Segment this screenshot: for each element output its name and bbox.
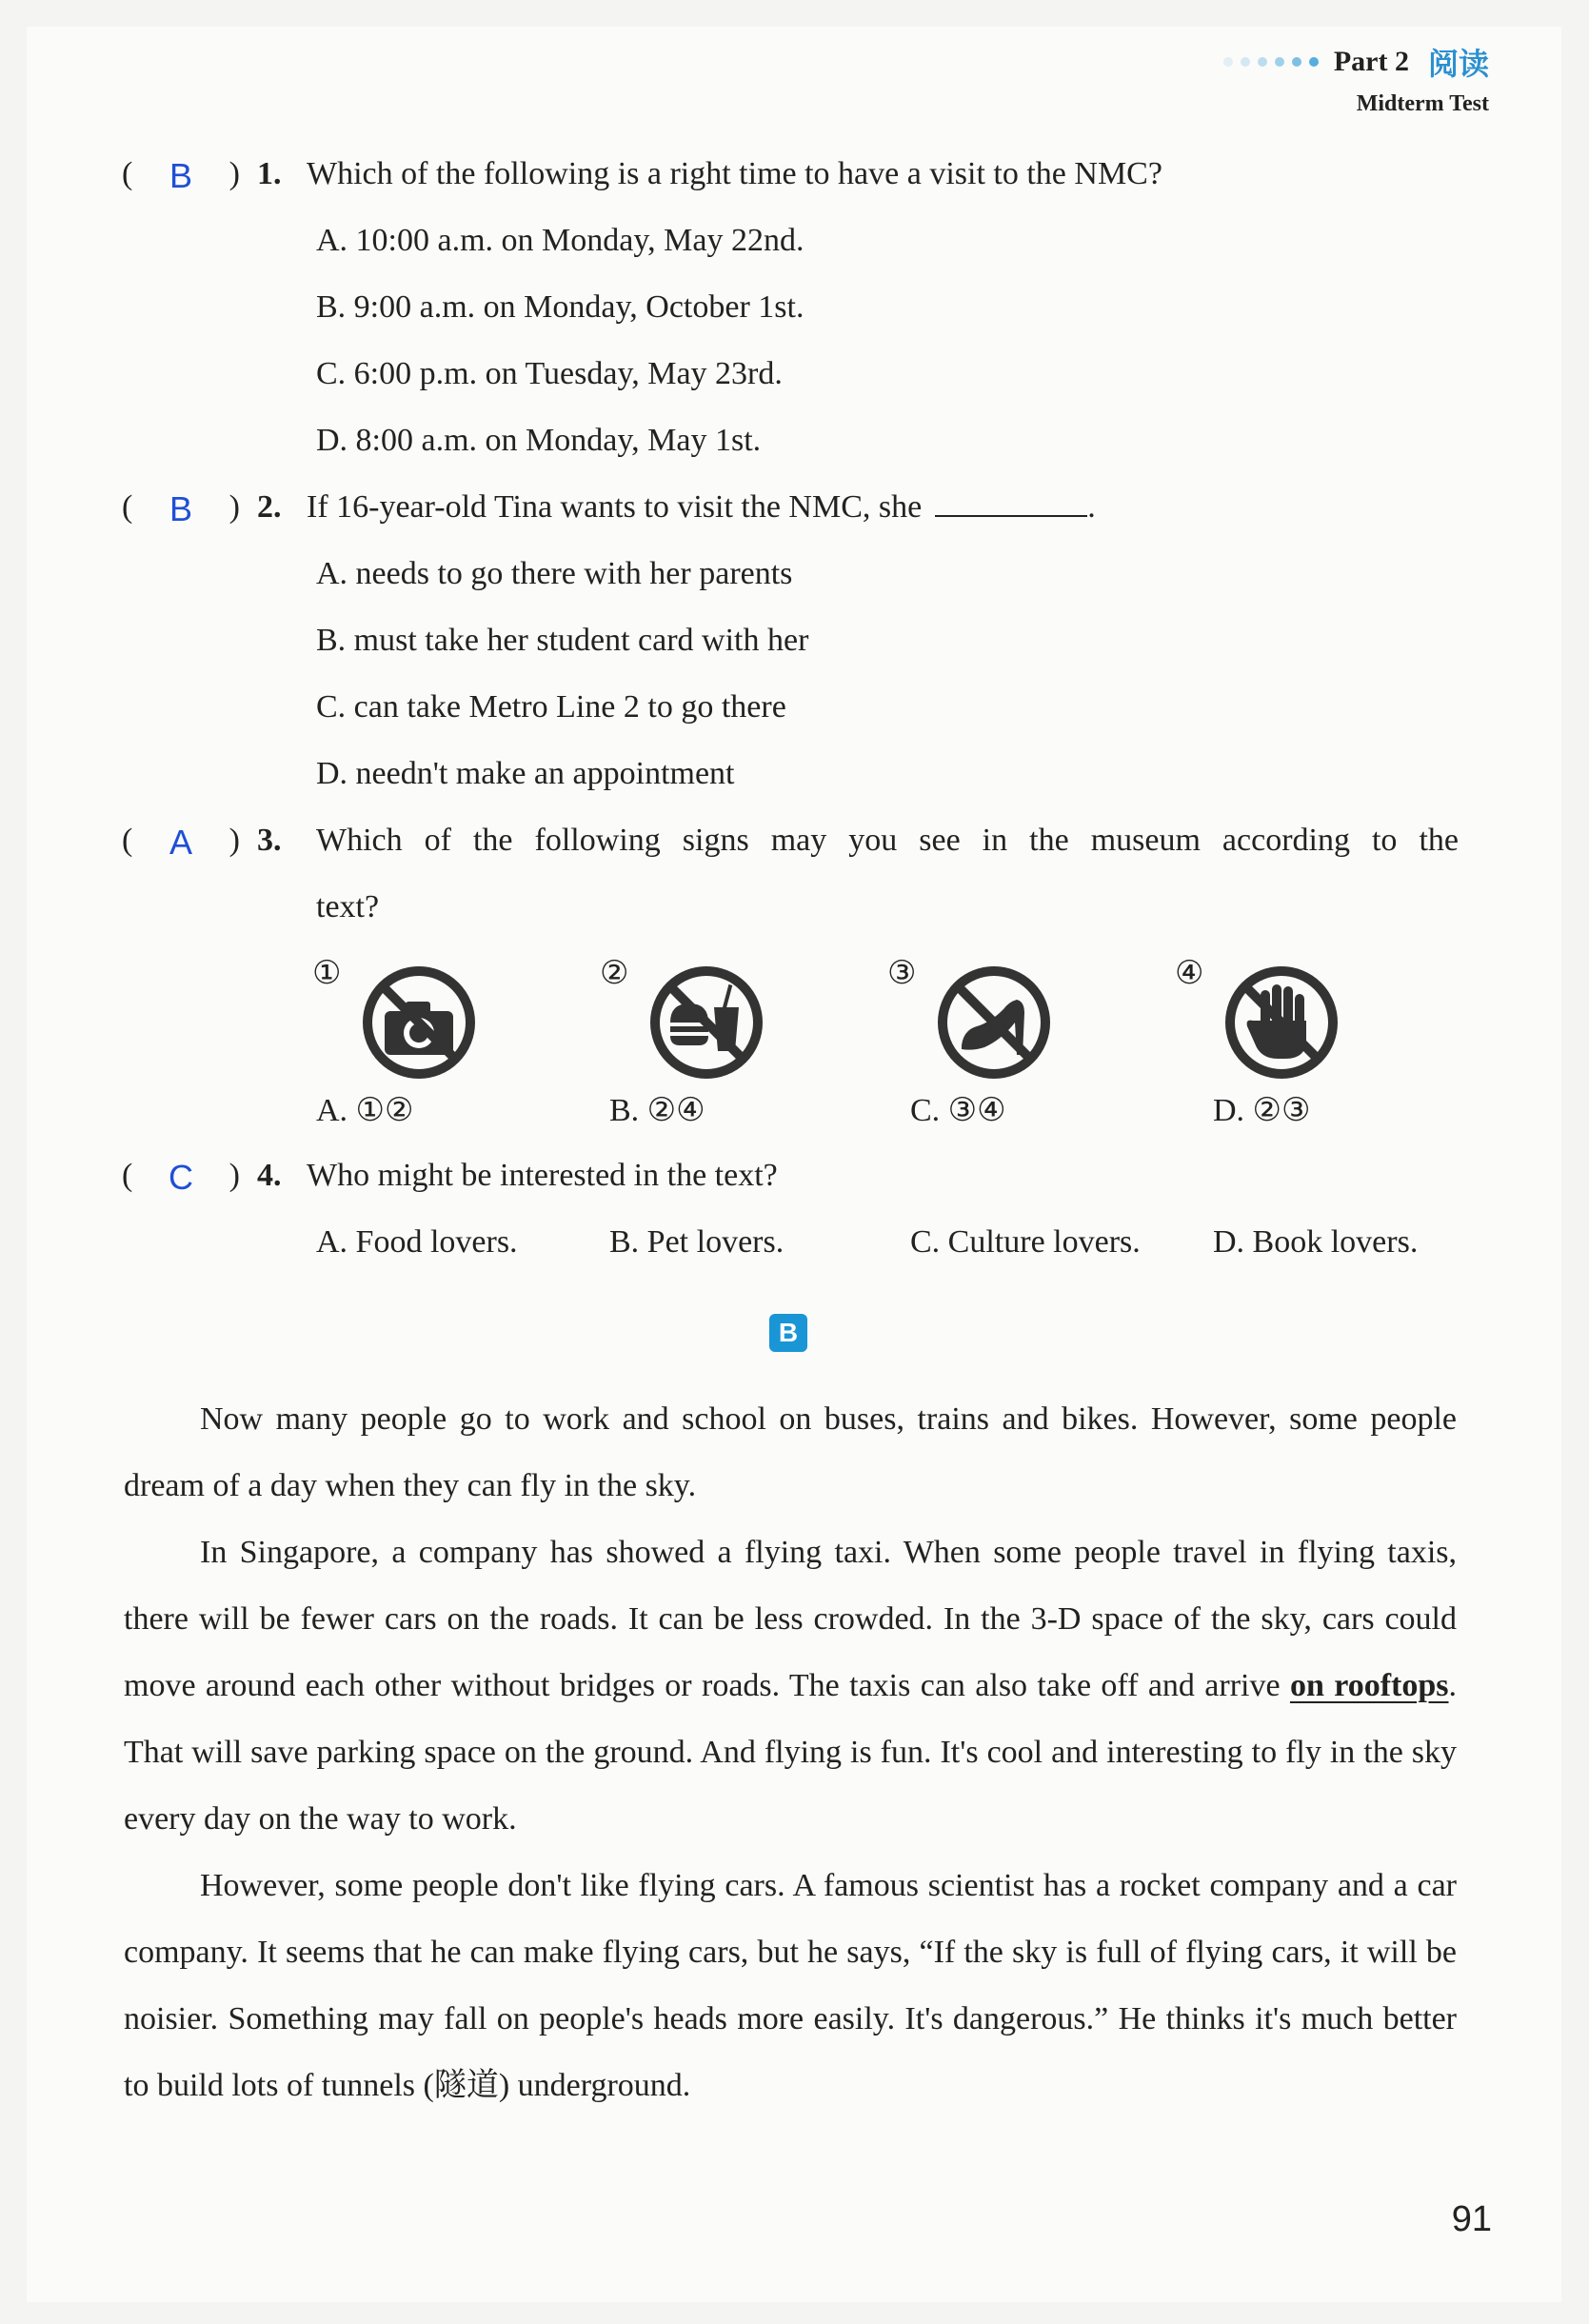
question-text: Which of the following is a right time to have a visit to the NMC? xyxy=(307,156,1162,191)
question-number: 4. xyxy=(257,1158,282,1193)
no-food-drink-icon xyxy=(647,963,765,1082)
option-3a: A. ①② xyxy=(316,1093,414,1128)
no-high-heels-icon xyxy=(935,963,1053,1082)
sign-label: ③ xyxy=(887,954,917,992)
option-4d: D. Book lovers. xyxy=(1213,1224,1419,1260)
passage-paragraph-3: However, some people don't like flying cars. A famous scientist has a rocket company and a car company. It seems that he can make flying cars, but he says, “If the sky is full of flying cars, it will be noisier. Something may fall on people's heads more easily. It's dangerous.” He thinks it's much better to build lots of tunnels (隧道) underground. xyxy=(124,1868,1457,2103)
option-3b: B. ②④ xyxy=(609,1093,705,1128)
question-3 xyxy=(122,823,307,863)
sign-label: ① xyxy=(312,954,342,992)
answer-4: C xyxy=(169,1158,193,1197)
option-1b: B. 9:00 a.m. on Monday, October 1st. xyxy=(316,289,804,325)
header-subtitle: Midterm Test xyxy=(1356,91,1489,116)
option-4c: C. Culture lovers. xyxy=(910,1224,1141,1260)
option-1a: A. 10:00 a.m. on Monday, May 22nd. xyxy=(316,223,804,258)
sign-label: ② xyxy=(600,954,629,992)
option-2a: A. needs to go there with her parents xyxy=(316,556,793,591)
question-1 xyxy=(122,156,1162,196)
decorative-dots xyxy=(1223,57,1319,67)
option-2b: B. must take her student card with her xyxy=(316,623,809,658)
passage-paragraph-2: In Singapore, a company has showed a flying taxi. When some people travel in flying taxis, there will be fewer cars on the roads. It can be less crowded. In the 3-D space of the sky, cars could move around each other without bridges or roads. The taxis can also take off and arrive on rooftops. That will save parking space on the ground. And flying is fun. It's cool and interesting to fly in the sky every day on the way to work. xyxy=(124,1535,1457,1837)
answer-2: B xyxy=(169,489,192,528)
part-label: Part 2 xyxy=(1333,46,1409,77)
fill-blank: . xyxy=(935,489,1096,526)
question-text: Which of the following signs may you see in the museum according to the xyxy=(316,823,1459,858)
underlined-phrase: on rooftops xyxy=(1289,1668,1449,1703)
option-4a: A. Food lovers. xyxy=(316,1224,518,1260)
answer-1: B xyxy=(169,156,192,195)
part-label-cn: 阅读 xyxy=(1427,46,1489,82)
answer-bracket: ( B ) xyxy=(122,489,240,528)
answer-bracket: ( B ) xyxy=(122,156,240,195)
question-4 xyxy=(122,1158,778,1198)
question-number: 3. xyxy=(257,823,282,858)
no-camera-icon xyxy=(360,963,478,1082)
reading-passage xyxy=(124,1386,1457,2119)
question-number: 1. xyxy=(257,156,282,191)
passage-paragraph-1: Now many people go to work and school on buses, trains and bikes. However, some people dream of a day when they can fly in the sky. xyxy=(124,1401,1457,1503)
option-3c: C. ③④ xyxy=(910,1093,1006,1128)
answer-bracket: ( C ) xyxy=(122,1158,240,1197)
sign-label: ④ xyxy=(1175,954,1204,992)
answer-3: A xyxy=(169,823,192,862)
option-1c: C. 6:00 p.m. on Tuesday, May 23rd. xyxy=(316,356,783,391)
section-badge: B xyxy=(769,1314,807,1352)
question-text-cont: text? xyxy=(316,889,380,924)
question-text: Who might be interested in the text? xyxy=(307,1158,778,1193)
question-text: If 16-year-old Tina wants to visit the NMC, she xyxy=(307,489,923,525)
question-number: 2. xyxy=(257,489,282,525)
question-2 xyxy=(122,489,1096,529)
option-2d: D. needn't make an appointment xyxy=(316,756,735,791)
option-2c: C. can take Metro Line 2 to go there xyxy=(316,689,786,725)
option-1d: D. 8:00 a.m. on Monday, May 1st. xyxy=(316,423,762,458)
page-number: 91 xyxy=(1451,2199,1492,2239)
option-3d: D. ②③ xyxy=(1213,1093,1311,1128)
no-touching-icon xyxy=(1222,963,1341,1082)
answer-bracket: ( A ) xyxy=(122,823,240,862)
option-4b: B. Pet lovers. xyxy=(609,1224,785,1260)
page-header xyxy=(1223,40,1489,117)
